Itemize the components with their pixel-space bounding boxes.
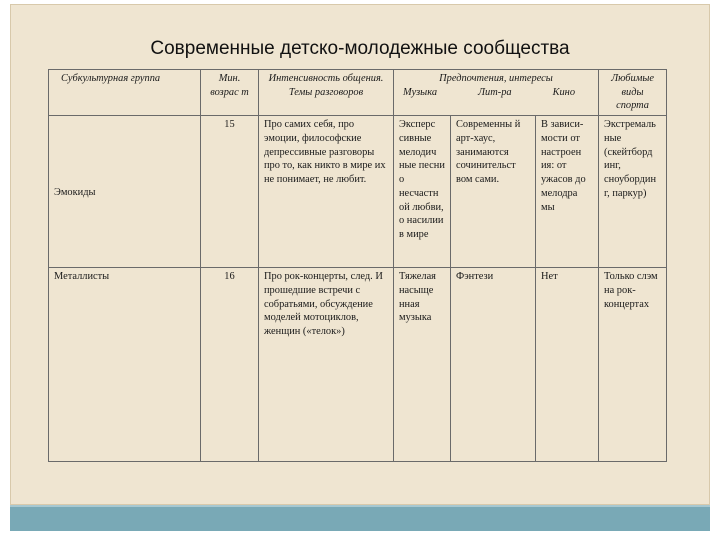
- header-preferences-title: Предпочтения, интересы: [439, 73, 553, 84]
- table-row: [49, 268, 667, 462]
- communities-table: [48, 69, 667, 462]
- row-age: 16: [201, 268, 259, 462]
- table-header-row: [49, 70, 667, 116]
- row-literature: Современны й арт-хаус, занимаются сочинительст вом сами.: [451, 116, 536, 268]
- header-age: Мин. возрас т: [201, 70, 259, 116]
- header-group: Субкультурная группа: [49, 70, 201, 116]
- header-sport: Любимые виды спорта: [599, 70, 667, 116]
- slide-footer-band: [10, 505, 710, 531]
- header-intensity: Интенсивность общения. Темы разговоров: [259, 70, 394, 116]
- row-sport: Только слэм на рок-концертах: [599, 268, 667, 462]
- row-film: Нет: [536, 268, 599, 462]
- row-group-name: Эмокиды: [54, 187, 96, 199]
- row-film: В зависи- мости от настроен ия: от ужасов до мелодра мы: [536, 116, 599, 268]
- row-literature: Фэнтези: [451, 268, 536, 462]
- header-literature: Лит-ра: [478, 86, 512, 98]
- row-music: Эксперс сивные мелодич ные песни о несчастн ой любви, о насилии в мире: [394, 116, 451, 268]
- slide-title: Современные детско-молодежные сообщества: [150, 38, 570, 59]
- row-age: 15: [201, 116, 259, 268]
- row-sport: Экстремаль ные (скейтборд инг, сноубордин г, паркур): [599, 116, 667, 268]
- table-row: [49, 116, 667, 268]
- header-music: Музыка: [403, 86, 438, 98]
- row-intensity: Про самих себя, про эмоции, философские депрессивные разговоры про то, как никто в мире их не понимает, не любит.: [259, 116, 394, 268]
- header-film: Кино: [552, 86, 576, 98]
- row-group-name: Металлисты: [49, 268, 201, 462]
- header-preferences-subheaders: [399, 86, 593, 100]
- row-group: [49, 116, 201, 268]
- row-music: Тяжелая насыще нная музыка: [394, 268, 451, 462]
- row-intensity: Про рок-концерты, след. И прошедшие встречи с собратьями, обсуждение моделей мотоциклов, женщин («телок»): [259, 268, 394, 462]
- header-preferences: [394, 70, 599, 116]
